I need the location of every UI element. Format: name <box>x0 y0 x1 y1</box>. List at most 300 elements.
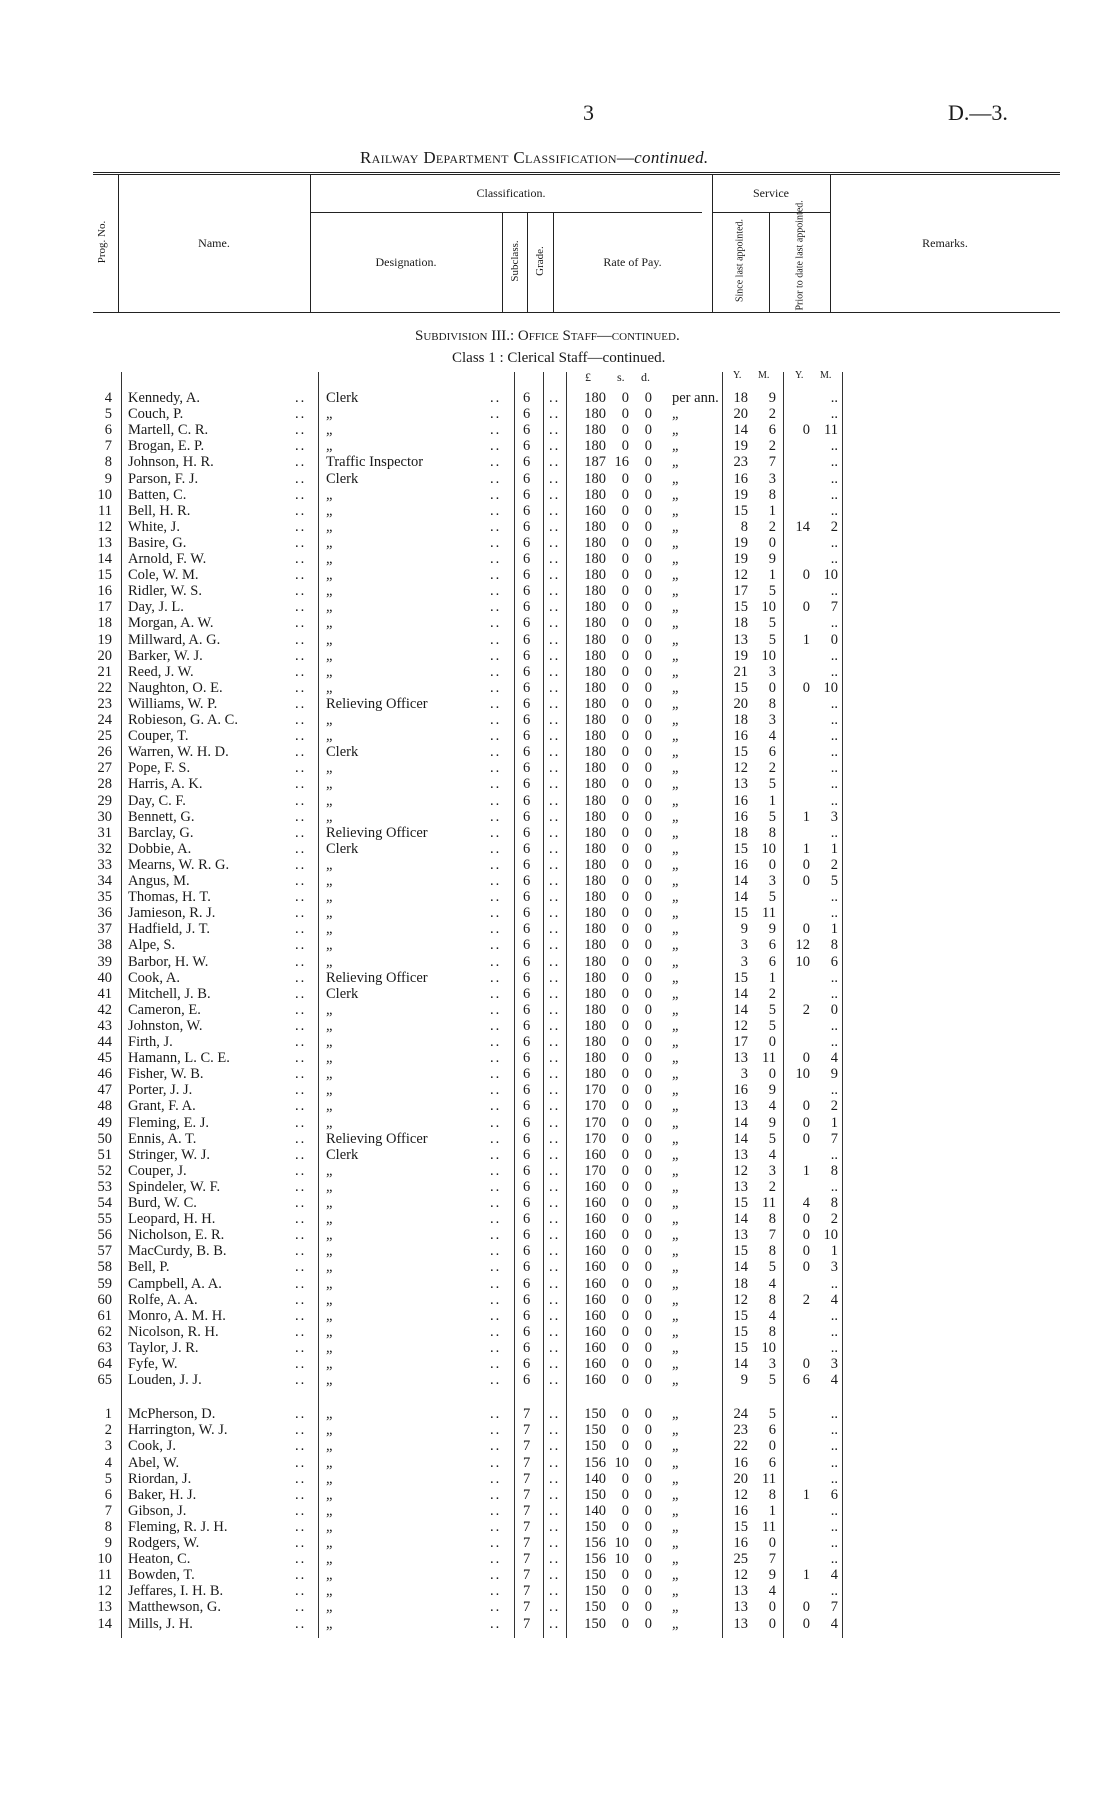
since-months: 11 <box>762 1470 776 1487</box>
leader-dots: .. <box>490 422 502 439</box>
pay-pence: 0 <box>644 969 652 986</box>
prior-months: 8 <box>830 1195 838 1211</box>
leader-dots: .. <box>295 1034 307 1050</box>
staff-name: Cole, W. M. <box>128 567 199 584</box>
staff-name: Robieson, G. A. C. <box>128 712 238 728</box>
prior-months: 0 <box>830 1001 838 1018</box>
staff-name: Firth, J. <box>128 1034 173 1050</box>
designation: „ <box>326 1615 333 1632</box>
pay-shillings: 0 <box>621 1082 629 1099</box>
leader-dots: .. <box>490 1551 502 1568</box>
pay-shillings: 0 <box>621 856 629 873</box>
staff-name: Millward, A. G. <box>128 631 221 648</box>
designation: „ <box>326 728 333 745</box>
since-months: 0 <box>768 1066 776 1083</box>
designation: „ <box>326 583 333 600</box>
prior-years: 0 <box>802 1243 810 1260</box>
page-number: 3 <box>583 100 594 125</box>
leader-dots: .. <box>549 647 561 664</box>
leader-dots: .. <box>490 712 502 728</box>
prior-months: 4 <box>830 1050 838 1067</box>
leader-dots: .. <box>490 1275 502 1292</box>
subclass: 6 <box>523 1307 531 1324</box>
since-months: 5 <box>768 631 776 648</box>
pay-shillings: 0 <box>621 1323 629 1340</box>
since-years: 16 <box>733 792 748 809</box>
pay-shillings: 0 <box>621 1195 629 1211</box>
since-months: 8 <box>768 695 776 712</box>
designation: „ <box>326 1211 333 1228</box>
designation: „ <box>326 1470 333 1487</box>
since-months: 11 <box>762 905 776 922</box>
since-years: 14 <box>733 1001 748 1018</box>
prog-number: 52 <box>97 1162 112 1179</box>
prior-years: 0 <box>802 1615 810 1632</box>
leader-dots: .. <box>549 406 561 423</box>
prior-months: .. <box>830 551 838 567</box>
pay-pounds: 180 <box>584 615 606 632</box>
pay-shillings: 0 <box>621 1146 629 1163</box>
pay-period: „ <box>672 712 679 728</box>
pay-pounds: 180 <box>584 663 606 680</box>
pay-pounds: 156 <box>584 1551 606 1568</box>
staff-name: Cameron, E. <box>128 1001 201 1018</box>
pay-period: „ <box>672 1082 679 1099</box>
leader-dots: .. <box>549 1017 561 1034</box>
table-row <box>0 664 1114 680</box>
pay-pence: 0 <box>644 1178 652 1195</box>
designation: „ <box>326 921 333 938</box>
prior-months: 1 <box>830 840 838 857</box>
pay-period: „ <box>672 1275 679 1292</box>
prog-number: 64 <box>97 1356 112 1372</box>
subclass: 6 <box>523 454 531 471</box>
pay-pounds: 180 <box>584 905 606 922</box>
table-row <box>0 471 1114 487</box>
table-row <box>0 1098 1114 1114</box>
pay-period: „ <box>672 1470 679 1487</box>
since-years: 16 <box>733 470 748 487</box>
staff-name: Nicholson, E. R. <box>128 1227 225 1244</box>
pay-period: „ <box>672 1162 679 1179</box>
staff-name: Heaton, C. <box>128 1551 191 1568</box>
since-years: 17 <box>733 583 748 600</box>
leader-dots: .. <box>490 1535 502 1551</box>
pay-pence: 0 <box>644 1082 652 1099</box>
pay-pounds: 160 <box>584 1275 606 1292</box>
prior-months: 1 <box>830 1243 838 1260</box>
pay-period: „ <box>672 1599 679 1616</box>
leader-dots: .. <box>295 438 307 455</box>
pay-period: „ <box>672 953 679 970</box>
leader-dots: .. <box>295 551 307 567</box>
pay-shillings: 0 <box>621 695 629 712</box>
since-years: 14 <box>733 985 748 1002</box>
designation: „ <box>326 631 333 648</box>
table-row <box>0 1583 1114 1599</box>
classification-rule <box>310 212 702 213</box>
pay-pence: 0 <box>644 406 652 423</box>
leader-dots: .. <box>490 1615 502 1632</box>
leader-dots: .. <box>549 1583 561 1600</box>
prog-number: 45 <box>97 1050 112 1067</box>
staff-name: Mills, J. H. <box>128 1615 193 1632</box>
since-years: 23 <box>733 454 748 471</box>
pay-shillings: 0 <box>621 1001 629 1018</box>
prior-months: .. <box>830 889 838 906</box>
staff-name: Hadfield, J. T. <box>128 921 211 938</box>
leader-dots: .. <box>490 1422 502 1439</box>
staff-name: Leopard, H. H. <box>128 1211 216 1228</box>
pay-pence: 0 <box>644 1130 652 1147</box>
subclass: 6 <box>523 905 531 922</box>
since-months: 4 <box>768 1098 776 1115</box>
subclass: 6 <box>523 744 531 761</box>
since-years: 16 <box>733 1535 748 1551</box>
subclass: 7 <box>523 1438 531 1455</box>
prior-months: .. <box>830 1082 838 1099</box>
leader-dots: .. <box>295 631 307 648</box>
leader-dots: .. <box>549 615 561 632</box>
pay-pounds: 180 <box>584 390 606 406</box>
pay-shillings: 0 <box>621 969 629 986</box>
header-divider <box>769 212 770 312</box>
staff-name: Batten, C. <box>128 486 187 503</box>
pay-pounds: 150 <box>584 1599 606 1616</box>
staff-name: Bennett, G. <box>128 808 195 825</box>
pay-pounds: 156 <box>584 1454 606 1471</box>
pay-pounds: 180 <box>584 567 606 584</box>
pay-pence: 0 <box>644 1211 652 1228</box>
pay-pounds: 150 <box>584 1583 606 1600</box>
since-years: 14 <box>733 422 748 439</box>
prog-number: 18 <box>97 615 112 632</box>
subclass: 7 <box>523 1535 531 1551</box>
pay-shillings: 0 <box>621 567 629 584</box>
leader-dots: .. <box>549 1470 561 1487</box>
since-months: 6 <box>768 1422 776 1439</box>
designation: „ <box>326 647 333 664</box>
leader-dots: .. <box>490 1259 502 1276</box>
prior-years: 0 <box>802 1356 810 1372</box>
since-months: 4 <box>768 1275 776 1292</box>
pay-period: „ <box>672 615 679 632</box>
designation: „ <box>326 1551 333 1568</box>
prior-years: 1 <box>802 1486 810 1503</box>
leader-dots: .. <box>490 840 502 857</box>
leader-dots: .. <box>490 615 502 632</box>
subclass: 7 <box>523 1470 531 1487</box>
designation: „ <box>326 1486 333 1503</box>
prog-number: 6 <box>104 422 112 439</box>
prior-months: 6 <box>830 953 838 970</box>
since-months: 9 <box>768 1114 776 1131</box>
pay-period: „ <box>672 1291 679 1308</box>
since-years: 12 <box>733 1486 748 1503</box>
service-rule <box>712 212 830 213</box>
prior-years: 0 <box>802 1114 810 1131</box>
prior-months: .. <box>830 454 838 471</box>
leader-dots: .. <box>549 824 561 841</box>
pay-period: „ <box>672 1422 679 1439</box>
prog-number: 25 <box>97 728 112 745</box>
subclass: 6 <box>523 921 531 938</box>
since-months: 5 <box>768 1001 776 1018</box>
staff-name: Couper, T. <box>128 728 189 745</box>
table-row <box>0 809 1114 825</box>
prog-number: 6 <box>104 1486 112 1503</box>
leader-dots: .. <box>490 808 502 825</box>
pay-shillings: 0 <box>621 1098 629 1115</box>
pay-pence: 0 <box>644 422 652 439</box>
designation: „ <box>326 1050 333 1067</box>
prog-number: 2 <box>104 1422 112 1439</box>
prior-months: .. <box>830 1438 838 1455</box>
subclass: 6 <box>523 599 531 616</box>
pay-pounds: 150 <box>584 1406 606 1423</box>
prior-months: 2 <box>830 856 838 873</box>
pay-shillings: 0 <box>621 1275 629 1292</box>
subclass: 6 <box>523 776 531 793</box>
pay-pence: 0 <box>644 889 652 906</box>
leader-dots: .. <box>295 953 307 970</box>
subclass: 6 <box>523 1162 531 1179</box>
since-months: 1 <box>768 969 776 986</box>
subclass: 6 <box>523 551 531 567</box>
prior-months: 11 <box>824 422 838 439</box>
table-row <box>0 390 1114 406</box>
designation: „ <box>326 1178 333 1195</box>
leader-dots: .. <box>490 647 502 664</box>
prior-months: .. <box>830 1146 838 1163</box>
pay-pence: 0 <box>644 631 652 648</box>
leader-dots: .. <box>295 808 307 825</box>
leader-dots: .. <box>490 905 502 922</box>
leader-dots: .. <box>490 1583 502 1600</box>
staff-name: Rodgers, W. <box>128 1535 200 1551</box>
staff-name: Kennedy, A. <box>128 390 200 406</box>
designation: „ <box>326 1195 333 1211</box>
subclass: 6 <box>523 406 531 423</box>
pay-shillings: 0 <box>621 1243 629 1260</box>
prior-years: 0 <box>802 1227 810 1244</box>
leader-dots: .. <box>549 1114 561 1131</box>
pay-pence: 0 <box>644 1307 652 1324</box>
prior-months: .. <box>830 712 838 728</box>
since-months: 4 <box>768 1146 776 1163</box>
prior-months: .. <box>830 792 838 809</box>
pay-pounds: 160 <box>584 1339 606 1356</box>
prior-months: 2 <box>830 518 838 535</box>
table-title <box>360 148 708 168</box>
pay-pounds: 180 <box>584 808 606 825</box>
leader-dots: .. <box>490 1001 502 1018</box>
class-heading: Class 1 : Clerical Staff—continued. <box>452 350 666 366</box>
pay-pounds: 180 <box>584 406 606 423</box>
pay-pounds: 180 <box>584 583 606 600</box>
pay-shillings: 0 <box>621 1356 629 1372</box>
leader-dots: .. <box>295 840 307 857</box>
leader-dots: .. <box>295 921 307 938</box>
leader-dots: .. <box>549 1356 561 1372</box>
leader-dots: .. <box>295 486 307 503</box>
subclass: 6 <box>523 1098 531 1115</box>
since-years: 15 <box>733 1195 748 1211</box>
leader-dots: .. <box>295 873 307 889</box>
pay-period: „ <box>672 776 679 793</box>
staff-name: Arnold, F. W. <box>128 551 207 567</box>
designation: „ <box>326 1034 333 1050</box>
pay-pence: 0 <box>644 695 652 712</box>
since-years: 20 <box>733 406 748 423</box>
staff-name: McPherson, D. <box>128 1406 216 1423</box>
subclass: 7 <box>523 1518 531 1535</box>
leader-dots: .. <box>295 985 307 1002</box>
since-years: 13 <box>733 1615 748 1632</box>
pay-period: „ <box>672 1114 679 1131</box>
leader-dots: .. <box>549 454 561 471</box>
prog-number: 56 <box>97 1227 112 1244</box>
pay-pounds: 180 <box>584 1066 606 1083</box>
since-months: 0 <box>768 856 776 873</box>
prior-months: 7 <box>830 599 838 616</box>
since-years: 19 <box>733 486 748 503</box>
pay-pounds: 160 <box>584 1195 606 1211</box>
pay-pounds: 180 <box>584 1017 606 1034</box>
pay-pounds: 180 <box>584 534 606 551</box>
leader-dots: .. <box>549 679 561 696</box>
leader-dots: .. <box>549 937 561 954</box>
designation: „ <box>326 518 333 535</box>
pay-shillings: 0 <box>621 1066 629 1083</box>
pay-pounds: 180 <box>584 824 606 841</box>
prog-number: 32 <box>97 840 112 857</box>
table-row <box>0 937 1114 953</box>
pay-pence: 0 <box>644 1098 652 1115</box>
prior-months: .. <box>830 1518 838 1535</box>
unit-pounds: £ <box>585 370 591 384</box>
pay-pounds: 187 <box>584 454 606 471</box>
pay-pounds: 170 <box>584 1130 606 1147</box>
leader-dots: .. <box>295 1001 307 1018</box>
subclass: 7 <box>523 1502 531 1519</box>
leader-dots: .. <box>490 1162 502 1179</box>
subclass: 6 <box>523 1243 531 1260</box>
pay-pence: 0 <box>644 1372 652 1389</box>
staff-name: Jamieson, R. J. <box>128 905 216 922</box>
designation: „ <box>326 1291 333 1308</box>
since-months: 11 <box>762 1195 776 1211</box>
pay-period: „ <box>672 1535 679 1551</box>
prog-number: 1 <box>104 1406 112 1423</box>
pay-period: „ <box>672 937 679 954</box>
staff-name: Couper, J. <box>128 1162 187 1179</box>
pay-period: „ <box>672 486 679 503</box>
pay-shillings: 0 <box>621 486 629 503</box>
designation: Clerk <box>326 985 359 1002</box>
pay-pounds: 160 <box>584 502 606 519</box>
table-row <box>0 535 1114 551</box>
table-row <box>0 970 1114 986</box>
since-years: 19 <box>733 534 748 551</box>
leader-dots: .. <box>295 454 307 471</box>
pay-period: „ <box>672 534 679 551</box>
subclass: 6 <box>523 1323 531 1340</box>
table-row <box>0 986 1114 1002</box>
prog-number: 10 <box>97 1551 112 1568</box>
pay-period: „ <box>672 1551 679 1568</box>
designation: „ <box>326 438 333 455</box>
subclass: 6 <box>523 1178 531 1195</box>
table-row <box>0 696 1114 712</box>
prog-number: 58 <box>97 1259 112 1276</box>
prior-months: 8 <box>830 1162 838 1179</box>
pay-shillings: 0 <box>621 1502 629 1519</box>
leader-dots: .. <box>490 1372 502 1389</box>
pay-period: „ <box>672 824 679 841</box>
since-years: 16 <box>733 1454 748 1471</box>
since-months: 1 <box>768 502 776 519</box>
unit-prior-months: M. <box>820 370 832 381</box>
since-months: 3 <box>768 470 776 487</box>
prior-years: 0 <box>802 921 810 938</box>
prog-number: 10 <box>97 486 112 503</box>
pay-period: „ <box>672 583 679 600</box>
leader-dots: .. <box>295 599 307 616</box>
pay-pence: 0 <box>644 1195 652 1211</box>
leader-dots: .. <box>549 1066 561 1083</box>
since-months: 9 <box>768 390 776 406</box>
leader-dots: .. <box>295 1454 307 1471</box>
staff-name: Fyfe, W. <box>128 1356 178 1372</box>
prog-number: 59 <box>97 1275 112 1292</box>
subclass: 6 <box>523 390 531 406</box>
leader-dots: .. <box>295 1098 307 1115</box>
prior-years: 0 <box>802 599 810 616</box>
staff-name: Morgan, A. W. <box>128 615 214 632</box>
leader-dots: .. <box>295 1599 307 1616</box>
leader-dots: .. <box>490 873 502 889</box>
leader-dots: .. <box>549 1275 561 1292</box>
subclass: 6 <box>523 1050 531 1067</box>
staff-name: Ennis, A. T. <box>128 1130 197 1147</box>
pay-pounds: 180 <box>584 551 606 567</box>
table-row <box>0 1147 1114 1163</box>
leader-dots: .. <box>490 1017 502 1034</box>
since-months: 11 <box>762 1050 776 1067</box>
leader-dots: .. <box>490 1567 502 1584</box>
table-row <box>0 454 1114 470</box>
prior-months: .. <box>830 486 838 503</box>
pay-shillings: 0 <box>621 1372 629 1389</box>
table-row <box>0 793 1114 809</box>
pay-period: „ <box>672 1339 679 1356</box>
prior-years: 0 <box>802 679 810 696</box>
designation: „ <box>326 1082 333 1099</box>
table-row <box>0 1455 1114 1471</box>
subclass: 6 <box>523 1227 531 1244</box>
pay-pounds: 170 <box>584 1098 606 1115</box>
prior-months: .. <box>830 1307 838 1324</box>
since-months: 2 <box>768 760 776 777</box>
table-row <box>0 422 1114 438</box>
pay-pounds: 180 <box>584 840 606 857</box>
prior-months: .. <box>830 1454 838 1471</box>
prior-years: 1 <box>802 840 810 857</box>
pay-shillings: 0 <box>621 1034 629 1050</box>
prog-number: 65 <box>97 1372 112 1389</box>
pay-shillings: 0 <box>621 760 629 777</box>
